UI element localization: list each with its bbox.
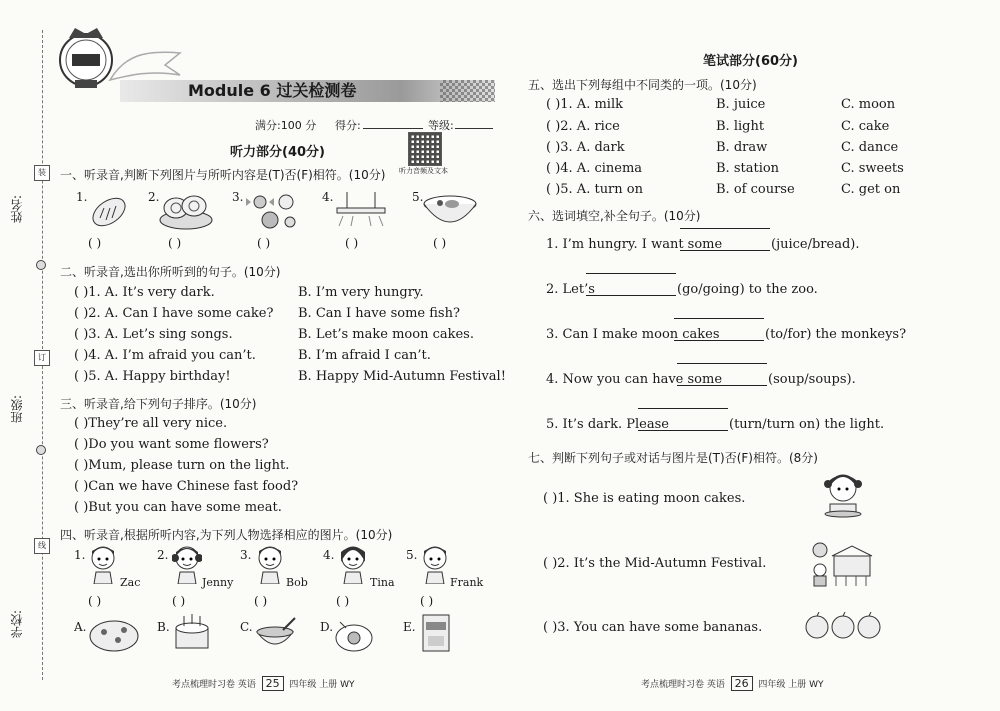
- sec4-num-3: 3.: [240, 548, 252, 562]
- sec5-q5[interactable]: ( )5. A. turn on: [546, 182, 643, 197]
- sec1-num-5: 5.: [412, 190, 424, 204]
- section-3-title: 三、听录音,给下列句子排序。(10分): [60, 397, 257, 411]
- section-6-title: 六、选词填空,补全句子。(10分): [528, 209, 701, 223]
- person-name-jenny: Jenny: [202, 576, 234, 589]
- section-2-title: 二、听录音,选出你所听到的句子。(10分): [60, 265, 281, 279]
- sec2-q5-b: B. Happy Mid-Autumn Festival!: [298, 369, 506, 384]
- sec7-item-1[interactable]: ( )1. She is eating moon cakes.: [543, 491, 746, 506]
- sec1-num-2: 2.: [148, 190, 160, 204]
- bread-icon: [88, 190, 130, 234]
- sec5-q4[interactable]: ( )4. A. cinema: [546, 161, 643, 176]
- name-label: 姓名:: [10, 195, 24, 224]
- option-letter-c: C.: [240, 620, 253, 634]
- sec3-item-3[interactable]: ( )Mum, please turn on the light.: [74, 458, 290, 473]
- section-7-title: 七、判断下列句子或对话与图片是(T)否(F)相符。(8分): [528, 451, 818, 465]
- right-footer: [641, 676, 823, 691]
- sec3-item-1[interactable]: ( )They’re all very nice.: [74, 416, 228, 431]
- sec2-q1-b: B. I’m very hungry.: [298, 285, 424, 300]
- sec5-q2-c: C. cake: [841, 119, 890, 134]
- sec2-q1[interactable]: ( )1. A. It’s very dark.: [74, 285, 215, 300]
- sec4-answer-4[interactable]: ( ): [336, 594, 350, 608]
- sec1-answer-2[interactable]: ( ): [168, 236, 182, 250]
- apples-icon: [804, 612, 882, 644]
- sec2-q5[interactable]: ( )5. A. Happy birthday!: [74, 369, 231, 384]
- sec2-q2[interactable]: ( )2. A. Can I have some cake?: [74, 306, 274, 321]
- qr-code-icon: [408, 132, 442, 166]
- sec2-q2-b: B. Can I have some fish?: [298, 306, 460, 321]
- full-score: 满分:100 分: [255, 119, 317, 132]
- person-name-zac: Zac: [120, 576, 141, 589]
- soup-icon: [253, 616, 297, 656]
- sec1-answer-4[interactable]: ( ): [345, 236, 359, 250]
- sec5-q1-c: C. moon: [841, 97, 896, 112]
- sec3-item-5[interactable]: ( )But you can have some meat.: [74, 500, 282, 515]
- written-header: 笔试部分(60分): [703, 54, 798, 69]
- right-page-number: 26: [731, 676, 753, 691]
- sec6-item-5-post: (turn/turn on) the light.: [729, 417, 885, 432]
- person-name-tina: Tina: [370, 576, 395, 589]
- sec1-answer-1[interactable]: ( ): [88, 236, 102, 250]
- score-field[interactable]: [363, 128, 423, 129]
- boy-avatar-icon: [88, 544, 118, 588]
- page-title: Module 6 过关检测卷: [188, 81, 357, 100]
- sec3-item-2[interactable]: ( )Do you want some flowers?: [74, 437, 269, 452]
- option-letter-e: E.: [403, 620, 416, 634]
- sec5-q1-b: B. juice: [716, 97, 766, 112]
- food-package-icon: [420, 612, 452, 658]
- sec1-answer-3[interactable]: ( ): [257, 236, 271, 250]
- lamp-icon: [333, 190, 389, 234]
- sec5-q3-b: B. draw: [716, 140, 768, 155]
- qr-caption: 听力音频及文本: [399, 167, 448, 175]
- level-field[interactable]: [455, 128, 493, 129]
- sec6-blank-3[interactable]: [674, 340, 764, 341]
- sec4-num-4: 4.: [323, 548, 335, 562]
- left-footer-book: 考点梳理时习卷 英语: [172, 680, 256, 690]
- school-label: 学校:: [10, 610, 24, 639]
- sec6-item-1-pre: 1. I’m hungry. I want some: [546, 237, 723, 252]
- sec5-q4-b: B. station: [716, 161, 780, 176]
- binding-mark-3: 线: [34, 538, 50, 554]
- binding-hole: [36, 445, 46, 455]
- sec1-num-4: 4.: [322, 190, 334, 204]
- sec6-item-2-post: (go/going) to the zoo.: [677, 282, 818, 297]
- sec4-num-5: 5.: [406, 548, 418, 562]
- sec7-item-2[interactable]: ( )2. It’s the Mid-Autumn Festival.: [543, 556, 767, 571]
- sec5-q5-c: C. get on: [841, 182, 901, 197]
- sec1-num-1: 1.: [76, 190, 88, 204]
- left-footer: [172, 676, 354, 691]
- fried-egg-icon: [334, 618, 374, 658]
- class-label: 班级:: [10, 395, 24, 424]
- girl-avatar-icon: [338, 544, 368, 588]
- sec2-q4-b: B. I’m afraid I can’t.: [298, 348, 431, 363]
- sec4-num-1: 1.: [74, 548, 86, 562]
- festival-scene-icon: [806, 540, 876, 592]
- sec7-item-3[interactable]: ( )3. You can have some bananas.: [543, 620, 763, 635]
- sec5-q3-c: C. dance: [841, 140, 899, 155]
- sec1-answer-5[interactable]: ( ): [433, 236, 447, 250]
- sec4-answer-3[interactable]: ( ): [254, 594, 268, 608]
- sec5-q2[interactable]: ( )2. A. rice: [546, 119, 620, 134]
- score-label: 得分:: [335, 119, 361, 132]
- option-letter-b: B.: [157, 620, 170, 634]
- boy-avatar-icon: [255, 544, 285, 588]
- left-page-number: 25: [262, 676, 284, 691]
- option-letter-a: A.: [74, 620, 87, 634]
- right-footer-book: 考点梳理时习卷 英语: [641, 680, 725, 690]
- sec5-q3[interactable]: ( )3. A. dark: [546, 140, 625, 155]
- binding-hole: [36, 260, 46, 270]
- checker-decoration: [440, 80, 495, 102]
- sec6-blank-5-top[interactable]: [638, 408, 728, 409]
- sec3-item-4[interactable]: ( )Can we have Chinese fast food?: [74, 479, 299, 494]
- sec4-num-2: 2.: [157, 548, 169, 562]
- noodle-bowl-icon: [422, 190, 478, 234]
- sweets-icon: [246, 188, 300, 236]
- sec6-item-1-post: (juice/bread).: [771, 237, 860, 252]
- level-label: 等级:: [428, 119, 454, 132]
- sec5-q5-b: B. of course: [716, 182, 795, 197]
- sec6-blank-3-top[interactable]: [674, 318, 764, 319]
- left-footer-grade: 四年级 上册 WY: [289, 680, 355, 690]
- person-name-bob: Bob: [286, 576, 308, 589]
- girl-avatar-icon: [172, 544, 202, 588]
- sec6-blank-1-top[interactable]: [680, 228, 770, 229]
- sec5-q1[interactable]: ( )1. A. milk: [546, 97, 623, 112]
- mooncakes-icon: [158, 190, 214, 236]
- sec6-item-3-post: (to/for) the monkeys?: [765, 327, 907, 342]
- boy-avatar-icon: [420, 544, 450, 588]
- sec1-num-3: 3.: [232, 190, 244, 204]
- binding-mark-2: 订: [34, 350, 50, 366]
- sec6-blank-4[interactable]: [677, 385, 767, 386]
- sec5-q2-b: B. light: [716, 119, 765, 134]
- sec6-blank-2[interactable]: [586, 295, 676, 296]
- person-name-frank: Frank: [450, 576, 484, 589]
- listening-header: 听力部分(40分): [230, 145, 325, 160]
- sec5-q4-c: C. sweets: [841, 161, 904, 176]
- sec6-item-4-pre: 4. Now you can have some: [546, 372, 723, 387]
- sec2-q4[interactable]: ( )4. A. I’m afraid you can’t.: [74, 348, 256, 363]
- section-4-title: 四、听录音,根据所听内容,为下列人物选择相应的图片。(10分): [60, 528, 393, 542]
- sec6-blank-4-top[interactable]: [677, 363, 767, 364]
- sec4-answer-2[interactable]: ( ): [172, 594, 186, 608]
- sec2-q3-b: B. Let’s make moon cakes.: [298, 327, 474, 342]
- sec6-blank-2-top[interactable]: [586, 273, 676, 274]
- section-1-title: 一、听录音,判断下列图片与所听内容是(T)否(F)相符。(10分): [60, 168, 386, 182]
- right-footer-grade: 四年级 上册 WY: [758, 680, 824, 690]
- sec4-answer-5[interactable]: ( ): [420, 594, 434, 608]
- option-letter-d: D.: [320, 620, 334, 634]
- cake-icon: [170, 612, 214, 658]
- binding-mark-1: 装: [34, 165, 50, 181]
- section-5-title: 五、选出下列每组中不同类的一项。(10分): [528, 78, 757, 92]
- sec4-answer-1[interactable]: ( ): [88, 594, 102, 608]
- sec6-blank-1[interactable]: [680, 250, 770, 251]
- girl-eating-icon: [820, 470, 866, 526]
- sec6-item-3-pre: 3. Can I make moon cakes: [546, 327, 720, 342]
- sec2-q3[interactable]: ( )3. A. Let’s sing songs.: [74, 327, 233, 342]
- sec6-item-2-pre: 2. Let’s: [546, 282, 595, 297]
- sec6-item-4-post: (soup/soups).: [768, 372, 856, 387]
- pizza-icon: [88, 618, 140, 658]
- sec6-item-5-pre: 5. It’s dark. Please: [546, 417, 669, 432]
- sec6-blank-5[interactable]: [638, 430, 728, 431]
